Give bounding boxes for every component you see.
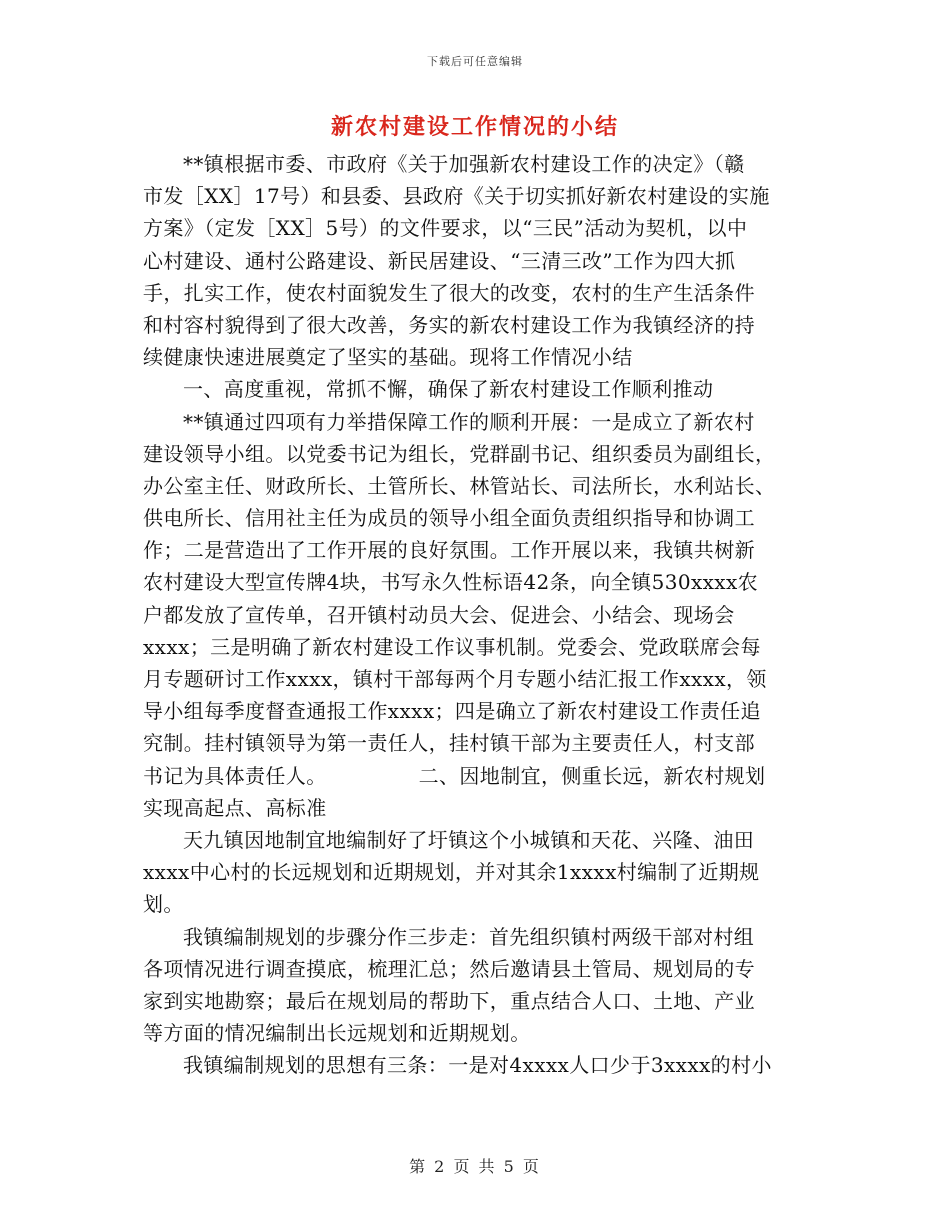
text-line: 家到实地勘察；最后在规划局的帮助下，重点结合人口、土地、产业 bbox=[143, 988, 755, 1013]
document-title: 新农村建设工作情况的小结 bbox=[330, 114, 619, 140]
text-line: 月专题研讨工作xxxx，镇村干部每两个月专题小结汇报工作xxxx，领 bbox=[143, 667, 767, 691]
text-line: 天九镇因地制宜地编制好了圩镇这个小城镇和天花、兴隆、油田 bbox=[183, 827, 755, 852]
page-footer: 第 2 页 共 5 页 bbox=[409, 1157, 541, 1176]
text-line: 户都发放了宣传单，召开镇村动员大会、促进会、小结会、现场会 bbox=[143, 602, 735, 627]
header-note: 下载后可任意编辑 bbox=[427, 55, 523, 68]
text-line: 各项情况进行调查摸底，梳理汇总；然后邀请县土管局、规划局的专 bbox=[143, 956, 755, 981]
text-line: 导小组每季度督查通报工作xxxx；四是确立了新农村建设工作责任追 bbox=[143, 699, 761, 724]
text-line: 农村建设大型宣传牌4块，书写永久性标语42条，向全镇530xxxx农 bbox=[143, 570, 759, 595]
text-line: 心村建设、通村公路建设、新民居建设、“三清三改”工作为四大抓 bbox=[143, 248, 736, 273]
text-line: 和村容村貌得到了很大改善，务实的新农村建设工作为我镇经济的持 bbox=[143, 312, 755, 337]
text-line: 一、高度重视，常抓不懈，确保了新农村建设工作顺利推动 bbox=[183, 377, 714, 402]
text-line: 方案》（定发［XX］5号）的文件要求，以“三民”活动为契机，以中 bbox=[143, 216, 748, 241]
text-line: xxxx中心村的长远规划和近期规划，并对其余1xxxx村编制了近期规 bbox=[143, 860, 760, 885]
text-line: xxxx；三是明确了新农村建设工作议事机制。党委会、党政联席会每 bbox=[143, 634, 761, 659]
text-line: 手，扎实工作，使农村面貌发生了很大的改变，农村的生产生活条件 bbox=[143, 280, 755, 305]
text-line: 供电所长、信用社主任为成员的领导小组全面负责组织指导和协调工 bbox=[143, 506, 755, 531]
text-line: 书记为具体责任人。 二、因地制宜，侧重长远，新农村规划 bbox=[143, 763, 766, 788]
text-line: 续健康快速进展奠定了坚实的基础。现将工作情况小结 bbox=[143, 345, 633, 370]
text-line: 办公室主任、财政所长、土管所长、林管站长、司法所长，水利站长、 bbox=[143, 473, 776, 498]
text-line: 我镇编制规划的步骤分作三步走：首先组织镇村两级干部对村组 bbox=[183, 924, 755, 949]
text-line: 市发［XX］17号）和县委、县政府《关于切实抓好新农村建设的实施 bbox=[143, 184, 770, 209]
text-line: 我镇编制规划的思想有三条：一是对4xxxx人口少于3xxxx的村小 bbox=[183, 1053, 772, 1078]
text-line: 实现高起点、高标准 bbox=[143, 795, 327, 820]
text-line: **镇根据市委、市政府《关于加强新农村建设工作的决定》（赣 bbox=[183, 152, 745, 176]
document-body bbox=[143, 148, 805, 1081]
text-line: 作；二是营造出了工作开展的良好氛围。工作开展以来，我镇共树新 bbox=[143, 538, 755, 563]
text-line: 建设领导小组。以党委书记为组长，党群副书记、组织委员为副组长， bbox=[143, 441, 776, 466]
text-line: 究制。挂村镇领导为第一责任人，挂村镇干部为主要责任人，村支部 bbox=[143, 731, 755, 756]
text-line: 等方面的情况编制出长远规划和近期规划。 bbox=[143, 1021, 531, 1046]
text-line: 划。 bbox=[143, 892, 184, 917]
text-line: **镇通过四项有力举措保障工作的顺利开展：一是成立了新农村 bbox=[183, 409, 755, 434]
